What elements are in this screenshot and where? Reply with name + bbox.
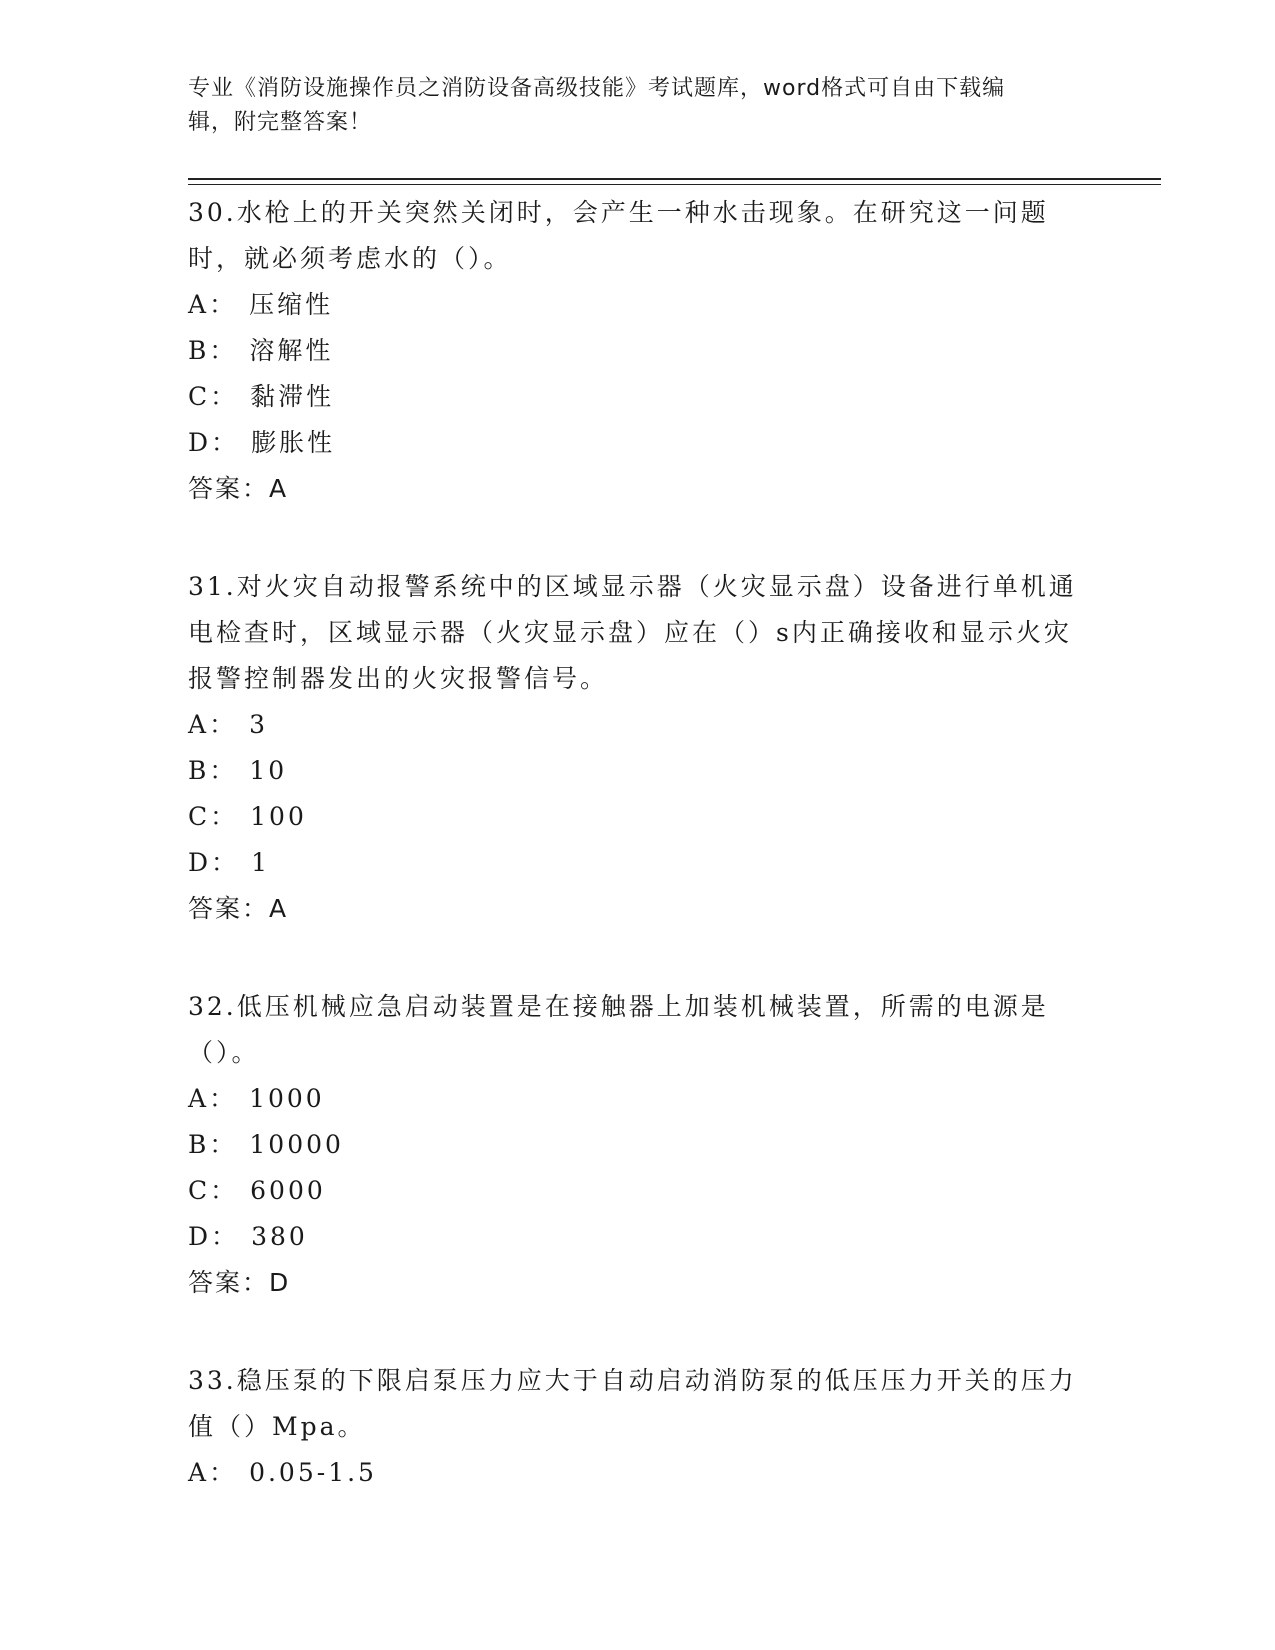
question-stem: 30.水枪上的开关突然关闭时，会产生一种水击现象。在研究这一问题时，就必须考虑水的（）。 (188, 198, 1049, 273)
option-letter: B (188, 336, 210, 365)
question-stem: 33.稳压泵的下限启泵压力应大于自动启动消防泵的低压压力开关的压力值（）Mpa。 (188, 1366, 1077, 1441)
option-separator: ： (210, 802, 239, 831)
option-text: 380 (251, 1222, 308, 1251)
answer-option (188, 1214, 1088, 1260)
option-separator: ： (209, 1458, 238, 1487)
answer-option (188, 702, 1088, 748)
option-text: 6000 (250, 1176, 326, 1205)
answer-key: 答案：A (188, 474, 289, 503)
option-text: 1 (251, 848, 270, 877)
option-text: 100 (250, 802, 307, 831)
option-letter: C (188, 1176, 211, 1205)
question-block (188, 190, 1088, 512)
header-divider-thick (188, 178, 1161, 180)
header-line-2: 辑，附完整答案！ (188, 110, 373, 135)
option-letter: C (188, 382, 211, 411)
option-text: 1000 (249, 1084, 325, 1113)
answer-option (188, 282, 1088, 328)
option-text: 10000 (249, 1130, 344, 1159)
option-letter: C (188, 802, 211, 831)
option-separator: ： (211, 428, 240, 457)
option-separator: ： (211, 1222, 240, 1251)
question-list (188, 190, 1088, 1548)
option-text: 黏滞性 (250, 382, 335, 411)
option-separator: ： (209, 710, 238, 739)
option-letter: D (188, 848, 212, 877)
answer-option (188, 1122, 1088, 1168)
option-letter: A (188, 1084, 210, 1113)
option-letter: D (188, 1222, 212, 1251)
option-separator: ： (211, 848, 240, 877)
option-letter: B (188, 1130, 210, 1159)
answer-option (188, 840, 1088, 886)
option-text: 10 (249, 756, 288, 785)
answer-option (188, 1450, 1088, 1496)
document-header (188, 72, 1068, 140)
answer-option (188, 328, 1088, 374)
option-text: 压缩性 (249, 290, 334, 319)
option-letter: A (188, 290, 210, 319)
question-block (188, 984, 1088, 1306)
option-separator: ： (210, 1176, 239, 1205)
answer-option (188, 420, 1088, 466)
answer-option (188, 1076, 1088, 1122)
question-block (188, 1358, 1088, 1496)
option-separator: ： (209, 290, 238, 319)
option-separator: ： (210, 382, 239, 411)
answer-option (188, 374, 1088, 420)
option-separator: ： (209, 1130, 238, 1159)
answer-option (188, 1168, 1088, 1214)
question-block (188, 564, 1088, 932)
option-text: 3 (249, 710, 268, 739)
question-stem: 32.低压机械应急启动装置是在接触器上加装机械装置，所需的电源是（）。 (188, 992, 1049, 1067)
header-line-1: 专业《消防设施操作员之消防设备高级技能》考试题库，word格式可自由下载编 (188, 76, 1006, 101)
option-letter: A (188, 710, 210, 739)
option-letter: B (188, 756, 210, 785)
option-separator: ： (209, 756, 238, 785)
option-text: 膨胀性 (251, 428, 336, 457)
option-text: 溶解性 (249, 336, 334, 365)
header-divider-thin (188, 184, 1161, 185)
answer-key: 答案：D (188, 1268, 291, 1297)
option-text: 0.05-1.5 (249, 1458, 377, 1487)
option-separator: ： (209, 336, 238, 365)
question-stem: 31.对火灾自动报警系统中的区域显示器（火灾显示盘）设备进行单机通电检查时，区域显示器（火灾显示盘）应在（）s内正确接收和显示火灾报警控制器发出的火灾报警信号。 (188, 572, 1077, 693)
option-letter: A (188, 1458, 210, 1487)
answer-option (188, 794, 1088, 840)
option-separator: ： (209, 1084, 238, 1113)
answer-option (188, 748, 1088, 794)
option-letter: D (188, 428, 212, 457)
answer-key: 答案：A (188, 894, 289, 923)
